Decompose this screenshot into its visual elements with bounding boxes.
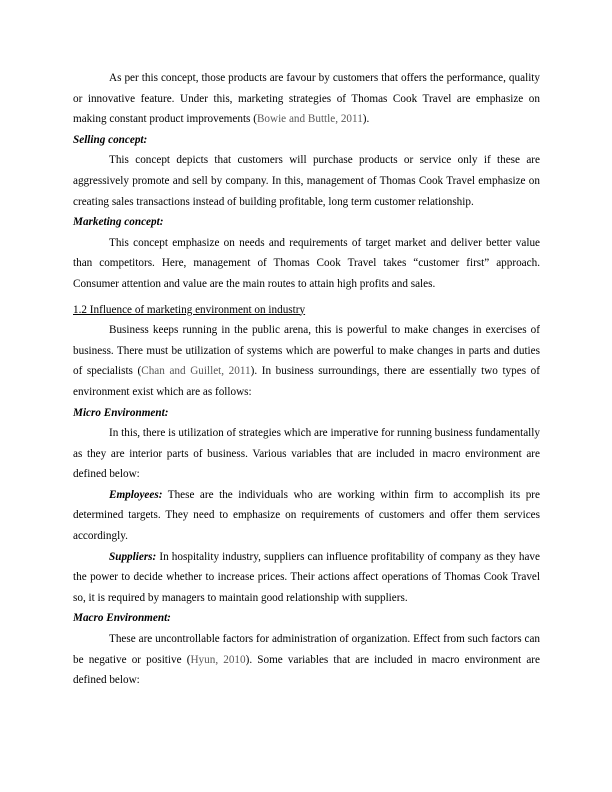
paragraph-text: In hospitality industry, suppliers can influence profitability of company as they have the power to decide whether to increase prices. Their actions affect operations of Thomas Cook Travel so, it is required by managers to maintain good relationship with suppliers. xyxy=(73,550,540,604)
paragraph-selling-concept: This concept depicts that customers will purchase products or service only if these are aggressively promote and sell by company. In this, management of Thomas Cook Travel emphasize on creating sales transactions instead of building profitable, long term customer relationship. xyxy=(73,154,540,208)
paragraph-text-tail: ). Some variables that are included in macro environment are defined below: xyxy=(73,653,540,687)
paragraph-suppliers xyxy=(73,547,540,609)
paragraph-employees xyxy=(73,485,540,547)
paragraph-text: These are the individuals who are working within firm to accomplish its pre determined targets. They need to emphasize on requirements of customers and offer them services accordingly. xyxy=(73,488,540,543)
paragraph-text: These are uncontrollable factors for administration of organization. Effect from such factors can be negative or positive ( xyxy=(73,633,540,666)
section-heading-marketing-environment: 1.2 Influence of marketing environment on industry xyxy=(73,303,306,316)
term-employees: Employees: xyxy=(109,488,163,501)
paragraph-text-tail: ). In business surroundings, there are essentially two types of environment exist which are as follows: xyxy=(73,365,540,398)
citation: Bowie and Buttle, 2011 xyxy=(256,113,363,126)
term-suppliers: Suppliers: xyxy=(109,550,157,563)
citation: Hyun, 2010 xyxy=(190,653,246,666)
heading-selling-concept: Selling concept: xyxy=(73,133,148,146)
heading-micro-environment: Micro Environment: xyxy=(73,406,169,419)
heading-macro-environment: Macro Environment: xyxy=(73,612,171,625)
document-body xyxy=(73,68,540,691)
paragraph-marketing-environment xyxy=(73,320,540,402)
heading-marketing-concept: Marketing concept: xyxy=(73,216,164,229)
paragraph-macro-environment xyxy=(73,629,540,691)
paragraph-text: As per this concept, those products are favour by customers that offers the performance, quality or innovative feature. Under this, marketing strategies of Thomas Cook Travel are emphasize on making constant product improvements ( xyxy=(73,72,540,126)
paragraph-marketing-concept: This concept emphasize on needs and requirements of target market and deliver better value than competitors. Here, management of Thomas Cook Travel takes “customer first” approach. Consumer attention and value are the main routes to attain high profits and sales. xyxy=(73,236,540,290)
paragraph-text-tail: ). xyxy=(362,113,370,126)
citation: Chan and Guillet, 2011 xyxy=(141,365,251,378)
paragraph-product-concept xyxy=(73,68,540,130)
paragraph-text: Business keeps running in the public arena, this is powerful to make changes in exercises of business. There must be utilization of systems which are powerful to make changes in parts and duties of specialists ( xyxy=(73,324,540,378)
paragraph-micro-environment: In this, there is utilization of strategies which are imperative for running business fundamentally as they are interior parts of business. Various variables that are included in macro environment are defined below: xyxy=(73,427,540,481)
